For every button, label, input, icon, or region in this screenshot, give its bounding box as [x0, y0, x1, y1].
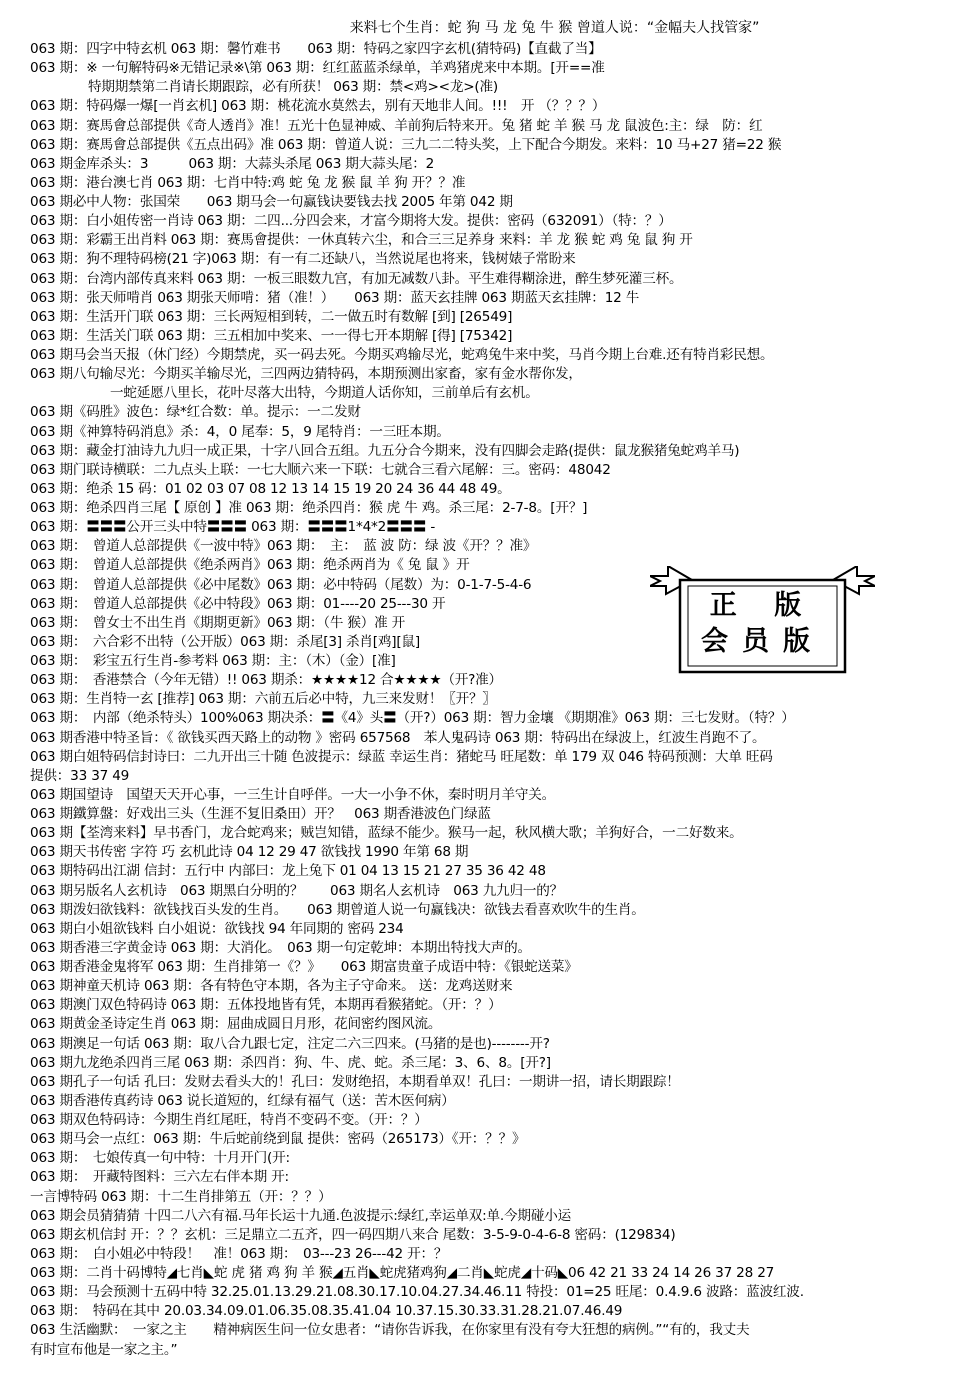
text-line: 063 期《码胜》波色：绿*红合数：单。提示：一二发财 [30, 404, 361, 421]
text-line: 063 期九龙绝杀四肖三尾 063 期：杀四肖：狗、牛、虎、蛇。杀三尾：3、6、8。[开?] [30, 1054, 551, 1071]
text-line: 063 期黄金圣诗定生肖 063 期：屈曲成圆日月形，花间密约图风流。 [30, 1016, 442, 1033]
text-line: 063 期：白小姐传密一肖诗 063 期：二四...分四会来，才富今期将大发。提供：密码（632091）（特：？） [30, 213, 672, 230]
text-line: 063 期：〓〓〓公开三头中特〓〓〓 063 期：〓〓〓1*4*2〓〓〓 - [30, 519, 436, 536]
text-line: 063 期香港金鬼将军 063 期：生肖排第一《？》 063 期富贵童子成语中特：《银蛇送菜》 [30, 959, 578, 975]
text-line: 063 期：马会预测十五码中特 32.25.01.13.29.21.08.30.17.10.04.27.34.46.11 特投：01=25 旺尾：0.4.9.6 波路：蓝波红波. [30, 1284, 804, 1301]
text-line: 特期期禁第二肖请长期跟踪，必有所获！ 063 期：禁<鸡><龙>(准) [88, 79, 499, 96]
text-line: 063 期：特码爆一爆[一肖玄机] 063 期：桃花流水莫然去，别有天地非人间。!!! 开 （？？？） [30, 98, 606, 115]
text-line: 063 期： 香港禁合（今年无错）!! 063 期杀：★★★★12 合★★★★（开?准） [30, 672, 502, 689]
header-line: 来料七个生肖：蛇 狗 马 龙 兔 牛 猴 曾道人说：“金幅夫人找管家” [349, 20, 760, 36]
text-line: 063 期：生肖特一玄 [推荐] 063 期：六前五后必中特，九三来发财！〖开？〗 [30, 691, 496, 708]
text-line: 063 期香港中特圣旨：《 欲钱买西天路上的动物 》密码 657568 苯人鬼码诗 063 期：特码出在绿波上，红波生肖跑不了。 [30, 729, 766, 746]
text-line: 063 期双色特码诗：今期生肖红尾旺，特肖不变码不变。（开：？） [30, 1112, 428, 1128]
text-lines [30, 40, 950, 1360]
text-line: 063 期：港台澳七肖 063 期：七肖中特:鸡 蛇 兔 龙 猴 鼠 羊 狗 开？？准 [30, 174, 466, 191]
text-line: 063 期必中人物：张国荣 063 期马会一句赢钱诀要钱去找 2005 年第 042 期 [30, 194, 513, 210]
text-line: 063 期香港三字黄金诗 063 期：大消化。 063 期一句定乾坤：本期出特找大声的。 [30, 939, 531, 956]
text-line: 063 期门联诗横联：二九点头上联：一七大顺六来一下联：七就合三看六尾解：三。密码：48042 [30, 461, 611, 478]
text-line: 提供：33 37 49 [30, 767, 130, 784]
text-line: 063 期：四字中特玄机 063 期：馨竹难书 063 期：特码之家四字玄机(猜特码)【直截了当】 [30, 41, 602, 57]
text-line: 063 期： 特码在其中 20.03.34.09.01.06.35.08.35.41.04 10.37.15.30.33.31.28.21.07.46.49 [30, 1303, 623, 1320]
text-line: 063 期：彩霸王出肖料 063 期：赛馬會提供：一休真转六尘，和合三三足养身 来料：羊 龙 猴 蛇 鸡 兔 鼠 狗 开 [30, 232, 693, 249]
text-line: 063 期国望诗 国望天天开心事，一三生计自呼伴。一大一小争不休，秦时明月羊守关。 [30, 786, 556, 803]
text-line: 063 期《神算特码消息》杀：4，0 尾奉：5，9 尾特肖：一三旺本期。 [30, 423, 450, 440]
text-line: 063 期：二肖十码博特◢七肖◣蛇 虎 猪 鸡 狗 羊 猴◢五肖◣蛇虎猪鸡狗◢二肖◣蛇虎◢十码◣06 42 21 33 24 14 26 37 28 27 [30, 1265, 775, 1281]
text-line: 有时宣布他是一家之主。” [30, 1341, 178, 1358]
text-line: 063 期：生活开门联 063 期：三长两短相到转，二一做五时有数解 [到] [26549] [30, 308, 513, 325]
text-line: 063 期孔子一句话 孔曰：发财去看头大的！孔曰：发财绝招，本期看单双！孔曰：一期讲一招，请长期跟踪！ [30, 1073, 680, 1090]
text-line: 063 期：赛馬會总部提供《五点出码》准 063 期：曾道人说：三九二二特头奖，上下配合今期发。来料：10 马+27 猪=22 猴 [30, 136, 782, 153]
text-line: 063 期： 曾道人总部提供《必中尾数》063 期：必中特码（尾数）为：0-1-7-5-4-6 [30, 576, 532, 593]
text-line: 063 期： 曾女士不出生肖《期期更新》063 期：（牛 猴）准 开 [30, 614, 406, 631]
text-line: 063 期：※ 一句解特码※无错记录※\第 063 期：红红蓝蓝杀绿单，羊鸡猪虎来中本期。[开==准 [30, 60, 605, 77]
text-line: 063 期八句输尽光：今期买羊输尽光，三四两边猜特码，本期预测出家畜，家有金水帮你发， [30, 366, 582, 383]
text-line: 063 期： 曾道人总部提供《绝杀两肖》063 期：绝杀两肖为《 兔 鼠 》开 [30, 557, 470, 574]
text-line: 063 期： 曾道人总部提供《必中特段》063 期：01----20 25---30 开 [30, 595, 446, 612]
text-line: 一蛇延愿八里长，花叶尽落大出特，今期道人话你知，三前单后有玄机。 [110, 385, 539, 402]
text-line: 063 期： 六合彩不出特（公开版）063 期：杀尾[3] 杀肖[鸡][鼠] [30, 633, 420, 650]
text-line: 063 期： 七娘传真一句中特：十月开门(开: [30, 1150, 290, 1167]
text-line: 063 期：绝杀四肖三尾【 原创 】准 063 期：绝杀四肖：猴 虎 牛 鸡。杀三尾：2-7-8。[开？] [30, 500, 588, 516]
text-line: 063 期：台湾内部传真来料 063 期：一板三眼数九宫，有加无减数八卦。平生难得糊涂进，醉生梦死灌三杯。 [30, 270, 683, 287]
text-line: 063 期马会一点红：063 期：牛后蛇前绕到鼠 提供：密码（265173）《开：？？》 [30, 1131, 526, 1148]
badge-line2: 会员版 [701, 626, 824, 657]
text-line: 063 期另版名人玄机诗 063 期黑白分明的？ 063 期名人玄机诗 063 九九归一的？ [30, 882, 564, 899]
text-line: 063 期玄机信封 开：？？玄机：三足鼎立二五齐，四一码四期八来合 尾数：3-5-9-0-4-6-8 密码：(129834) [30, 1226, 676, 1243]
text-line: 063 期： 曾道人总部提供《一波中特》063 期： 主： 蓝 波 防：绿 波《开？？准》 [30, 538, 537, 555]
text-line: 063 期： 白小姐必中特段！ 准！063 期： 03---23 26---42 开：？ [30, 1245, 448, 1262]
text-line: 063 期鐵算盤：好戏出三头（生涯不复旧桑田）开？ 063 期香港波色门绿蓝 [30, 806, 491, 822]
text-line: 063 期金库杀头：3 063 期：大蒜头杀尾 063 期大蒜头尾：2 [30, 155, 435, 172]
text-line: 063 期泼妇欲钱料：欲钱找百头发的生肖。 063 期曾道人说一句赢钱决：欲钱去看喜欢吹牛的生肖。 [30, 901, 645, 918]
text-line: 063 期白姐特码信封诗曰：二九开出三十随 色波提示：绿蓝 幸运生肖：猪蛇马 旺尾数：单 179 双 046 特码预测：大单 旺码 [30, 748, 773, 765]
text-line: 063 期：藏金打油诗九九归一成正果，十字八回合五组。九五分合今期来，没有四脚会走路(提供：鼠龙猴猪兔蛇鸡羊马) [30, 442, 740, 459]
text-line: 063 期：赛馬會总部提供《奇人透肖》准！五光十色显神威、羊前狗后特来开。兔 猪 蛇 羊 猴 马 龙 鼠波色:主：绿 防：红 [30, 117, 763, 134]
text-line: 063 期：狗不理特码榜(21 字)063 期：有一有二还缺八，当然说尾也将来，钱树婊子常盼来 [30, 251, 576, 268]
text-line: 063 期香港传真药诗 063 说长道短的，红绿有福气（送：苦木医何病） [30, 1092, 455, 1109]
text-line: 063 期神童天机诗 063 期：各有特色守本期，各为主子守命来。 送：龙鸡送财来 [30, 978, 513, 995]
genuine-member-badge [650, 566, 875, 674]
text-line: 063 期特码出江湖 信封：五行中 内部曰：龙上兔下 01 04 13 15 21 27 35 36 42 48 [30, 863, 546, 880]
text-line: 一言博特码 063 期：十二生肖排第五（开：？？） [30, 1188, 332, 1205]
text-line: 063 期：绝杀 15 码：01 02 03 07 08 12 13 14 15 19 20 24 36 44 48 49。 [30, 480, 511, 497]
badge-line1: 正 版 [709, 590, 816, 621]
text-line: 063 期天书传密 字符 巧 玄机此诗 04 12 29 47 欲钱找 1990 年第 68 期 [30, 844, 469, 861]
text-line: 063 期： 内部（绝杀特头）100%063 期决杀：〓《4》头〓（开?）063 期：智力金壤 《期期准》063 期：三七发财。（特？） [30, 710, 795, 727]
text-line: 063 期澳足一句话 063 期：取八合九跟七定，注定二六三四来。(马猪的是也)--------开? [30, 1035, 550, 1052]
text-line: 063 期： 彩宝五行生肖-参考料 063 期：主：（木）（金）[准] [30, 653, 396, 669]
text-line: 063 期澳门双色特码诗 063 期：五体投地皆有凭，本期再看猴猪蛇。（开：？） [30, 997, 502, 1014]
text-line: 063 期马会当天报（休门经）今期禁虎，买一码去死。今期买鸡输尽光，蛇鸡兔牛来中奖，马肖今期上台难.还有特肖彩民想。 [30, 347, 774, 363]
text-line: 063 期【荃湾来料】早书香门，龙合蛇鸡来；贼岂知错，蓝绿不能少。猴马一起，秋风横大歌；羊狗好合，一二好数来。 [30, 825, 743, 842]
text-line: 063 期： 开藏特图料：三六左右伴本期 开: [30, 1169, 289, 1186]
text-line: 063 期：生活关门联 063 期：三五相加中奖来、一一得七开本期解 [得] [75342] [30, 327, 513, 344]
text-line: 063 期会员猜猜猜 十四二八六有福.马年长运十九通.色波提示:绿红,幸运单双:单.今期碰小运 [30, 1207, 572, 1224]
text-line: 063 期：张天师啃肖 063 期张天师啃：猪（准！） 063 期：蓝天玄挂牌 063 期蓝天玄挂牌：12 牛 [30, 289, 640, 306]
text-line: 063 生活幽默： 一家之主 精神病医生问一位女患者：“请你告诉我，在你家里有没有夸大狂想的病例。”“有的，我丈夫 [30, 1322, 750, 1339]
text-line: 063 期白小姐欲钱料 白小姐说：欲钱找 94 年同期的 密码 234 [30, 920, 404, 937]
